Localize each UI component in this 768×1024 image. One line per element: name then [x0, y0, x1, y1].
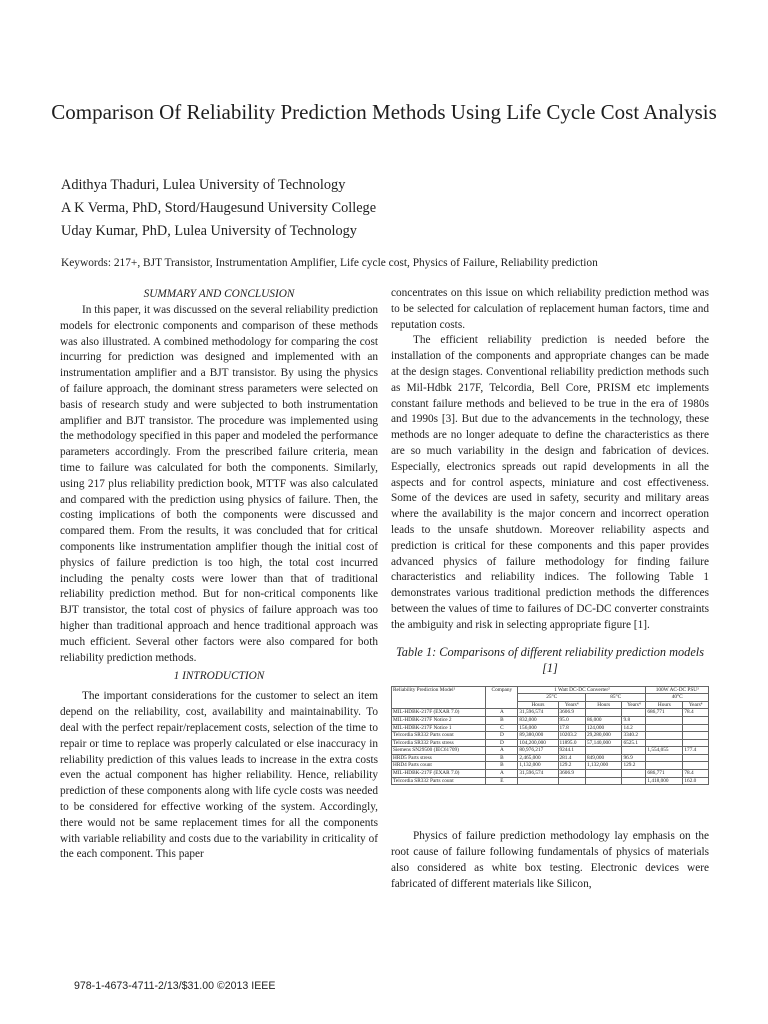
- table-cell: C: [486, 724, 518, 732]
- summary-paragraph: In this paper, it was discussed on the several reliability prediction models for electronic components and comparison of these methods was also illustrated. A combined methodology for comparing the cost incurring for prediction was designed and implemented with an instrumentation amplifier and a BJT transistor. By using the physics of failure approach, the dominant stress parameters were selected on basis of research study and were subjected to both instrumentation amplifier and BJT transistor. The procedure was implemented using the methodology specified in this paper and modeled the performance parameters accordingly. From the prescribed failure criteria, mean time to failure was calculated for both the components. Similarly, using 217 plus reliability prediction book, MTTF was also calculated and compared with the prediction using physics of failure. Then, the costing implications of both the components were discussed and compared them. From the results, it was concluded that for critical components like instrumentation amplifier though the initial cost of physics of failure prediction is too high, the total cost incurred including the penalty costs were lower than that of traditional reliability prediction method. But for non-critical components like BJT transistor, the total cost of physics of failure approach was too higher than traditional approach and hence traditional approach was much efficient. Several other factors were also compared for both reliability prediction methods.: [60, 304, 378, 664]
- table-cell: [646, 762, 683, 770]
- table-cell: 2,465,000: [518, 754, 558, 762]
- table-cell: 14.2: [622, 724, 646, 732]
- reliability-comparison-table: [391, 686, 709, 786]
- table-cell: 78.4: [683, 709, 709, 717]
- table-cell: [518, 777, 558, 785]
- table-cell: [683, 732, 709, 740]
- table-cell: 1,418,000: [646, 777, 683, 785]
- table-row: [392, 709, 709, 717]
- table-caption: Table 1: Comparisons of different reliability prediction models [1]: [396, 644, 704, 675]
- table-cell: 6525.1: [622, 739, 646, 747]
- table-row: [392, 777, 709, 785]
- table-row: [392, 739, 709, 747]
- table-header-psu: 100W AC-DC PSU³: [646, 686, 709, 694]
- table-header-temp: 85°C: [585, 694, 645, 702]
- table-cell: E: [486, 777, 518, 785]
- table-cell: [622, 770, 646, 778]
- table-cell: 3606.9: [558, 709, 585, 717]
- table-cell: MIL-HDBK-217F (EXAR 7.0): [392, 709, 486, 717]
- table-header-hours: Hours: [518, 701, 558, 709]
- table-row: [392, 754, 709, 762]
- table-cell: 156,000: [518, 724, 558, 732]
- table-cell: [622, 709, 646, 717]
- table-cell: [585, 747, 622, 755]
- paper-title: Comparison Of Reliability Prediction Methods Using Life Cycle Cost Analysis: [51, 100, 717, 124]
- table-cell: 849,000: [585, 754, 622, 762]
- table-cell: MIL-HDBK-217F Notice 1: [392, 724, 486, 732]
- table-cell: [585, 777, 622, 785]
- table-cell: 281.4: [558, 754, 585, 762]
- table-cell: [558, 777, 585, 785]
- table-cell: Telcordia SR332 Parts stress: [392, 739, 486, 747]
- table-cell: [646, 724, 683, 732]
- table-cell: 80,976,217: [518, 747, 558, 755]
- table-cell: Siemens SN29500 (IEC61709): [392, 747, 486, 755]
- table-cell: B: [486, 754, 518, 762]
- table-cell: 129.2: [558, 762, 585, 770]
- table-cell: MIL-HDBK-217F Notice 2: [392, 716, 486, 724]
- table-header-years: Years⁴: [683, 701, 709, 709]
- table-cell: 95.0: [558, 716, 585, 724]
- table-cell: A: [486, 709, 518, 717]
- table-cell: [622, 747, 646, 755]
- table-cell: 104,200,000: [518, 739, 558, 747]
- table-cell: D: [486, 732, 518, 740]
- table-cell: [646, 732, 683, 740]
- introduction-heading: 1 INTRODUCTION: [173, 670, 265, 683]
- table-header-hours: Hours: [646, 701, 683, 709]
- table-cell: [646, 716, 683, 724]
- right-paragraph-2: The efficient reliability prediction is needed before the installation of the components and appropriate changes can be made at the design stages. Conventional reliability prediction methods such as Mil-Hdbk 217F, Telcordia, Bell Core, PRISM etc implements constant failure methods and believed to be true in the era of 1980s and 1990s [3]. But due to the advancements in the technology, these methods are no longer adequate to define the characteristics as there are so much variability in the design and fabrication of devices. Especially, electronics spreads out rapid developments in all the aspects and for control aspects, miniature and cost effectiveness. Some of the devices are used in safety, security and military areas where the availability is the major concern and incorrect operation leads to the unsafe shutdown. Moreover reliability aspects and prediction is critical for these components and this paper provides advanced physics of failure methodology for finding failure characteristics and reliability indices. The following Table 1 demonstrates various traditional prediction methods the differences between the values of time to failures of DC-DC converter constraints the ambiguity and risk in selecting appropriate figure [1].: [391, 334, 709, 631]
- right-paragraph-3: Physics of failure prediction methodology lay emphasis on the root cause of failure following fundamentals of physics of materials also considered as white box testing. Electronic devices were fabricated of different materials like Silicon,: [391, 830, 709, 890]
- table-row: [392, 732, 709, 740]
- table-cell: Telcordia SR332 Parts count: [392, 777, 486, 785]
- table-cell: 9244.1: [558, 747, 585, 755]
- table-cell: 3340.2: [622, 732, 646, 740]
- table-cell: 177.4: [683, 747, 709, 755]
- table-cell: 78.4: [683, 770, 709, 778]
- table-cell: 10203.2: [558, 732, 585, 740]
- table-cell: 29,280,000: [585, 732, 622, 740]
- table-cell: Telcordia SR332 Parts count: [392, 732, 486, 740]
- table-cell: A: [486, 770, 518, 778]
- table-cell: 3606.9: [558, 770, 585, 778]
- table-cell: 31,596,574: [518, 709, 558, 717]
- table-cell: 129.2: [622, 762, 646, 770]
- summary-heading: SUMMARY AND CONCLUSION: [143, 288, 295, 300]
- author-list: [61, 174, 701, 243]
- table-header-years: Years⁴: [558, 701, 585, 709]
- table-cell: [683, 762, 709, 770]
- table-cell: 1,554,055: [646, 747, 683, 755]
- table-cell: [683, 739, 709, 747]
- table-header-model: Reliability Prediction Model¹: [392, 686, 486, 709]
- table-cell: 89,380,000: [518, 732, 558, 740]
- right-column: [391, 286, 709, 892]
- table-header-years: Years⁴: [622, 701, 646, 709]
- keywords: Keywords: 217+, BJT Transistor, Instrumentation Amplifier, Life cycle cost, Physics of Failure, Reliability prediction: [61, 257, 598, 269]
- table-cell: 686,771: [646, 770, 683, 778]
- author-1: Adithya Thaduri, Lulea University of Technology: [61, 177, 346, 193]
- table-cell: 86,000: [585, 716, 622, 724]
- table-cell: [585, 770, 622, 778]
- table-cell: 832,000: [518, 716, 558, 724]
- author-3: Uday Kumar, PhD, Lulea University of Technology: [61, 223, 357, 239]
- table-cell: 1,132,000: [518, 762, 558, 770]
- table-cell: 11895.0: [558, 739, 585, 747]
- right-paragraph-1: concentrates on this issue on which reliability prediction method was to be selected for calculation of replacement human factors, time and reputation costs.: [391, 287, 709, 331]
- table-header-hours: Hours: [585, 701, 622, 709]
- table-cell: [646, 754, 683, 762]
- table-cell: B: [486, 762, 518, 770]
- copyright-footer: 978-1-4673-4711-2/13/$31.00 ©2013 IEEE: [74, 980, 276, 992]
- table-cell: [683, 724, 709, 732]
- table-cell: 17.8: [558, 724, 585, 732]
- table-header-temp: 40°C: [646, 694, 709, 702]
- introduction-paragraph: The important considerations for the customer to select an item depend on the reliability, cost, availability and maintainability. To deal with the perfect repair/replacement costs, selection of the time to repair or time to replace was properly calculated or else inaccuracy in reliability prediction of this values leads to increase in the extra costs even the actual component has higher reliability. Hence, reliability prediction of these components along with life cycle costs was needed to be considered for effective working of the system. Accordingly, there would not be same replacement times for all the components with variable reliability and costs due to the variability in criticality of the each component. This paper: [60, 690, 378, 861]
- left-column: [60, 286, 378, 863]
- table-cell: HRD4 Parts count: [392, 762, 486, 770]
- table-row: [392, 770, 709, 778]
- table-row: [392, 747, 709, 755]
- table-cell: 162.0: [683, 777, 709, 785]
- table-cell: MIL-HDBK-217F (EXAR 7.0): [392, 770, 486, 778]
- table-cell: [683, 716, 709, 724]
- table-row: [392, 762, 709, 770]
- author-2: A K Verma, PhD, Stord/Haugesund University College: [61, 200, 377, 216]
- table-cell: HRD5 Parts stress: [392, 754, 486, 762]
- table-header-temp: 25°C: [518, 694, 586, 702]
- table-cell: [646, 739, 683, 747]
- table-header-dcdc: 1 Watt DC-DC Converter²: [518, 686, 646, 694]
- table-cell: B: [486, 716, 518, 724]
- table-body: [392, 709, 709, 785]
- table-header-company: Company: [486, 686, 518, 709]
- table-cell: 9.8: [622, 716, 646, 724]
- table-cell: 31,596,574: [518, 770, 558, 778]
- table-cell: D: [486, 739, 518, 747]
- table-cell: 124,000: [585, 724, 622, 732]
- table-cell: 96.9: [622, 754, 646, 762]
- table-row: [392, 724, 709, 732]
- table-cell: 686,771: [646, 709, 683, 717]
- table-cell: 57,140,000: [585, 739, 622, 747]
- table-cell: 1,132,000: [585, 762, 622, 770]
- table-cell: [622, 777, 646, 785]
- table-cell: A: [486, 747, 518, 755]
- table-cell: [585, 709, 622, 717]
- table-row: [392, 716, 709, 724]
- table-cell: [683, 754, 709, 762]
